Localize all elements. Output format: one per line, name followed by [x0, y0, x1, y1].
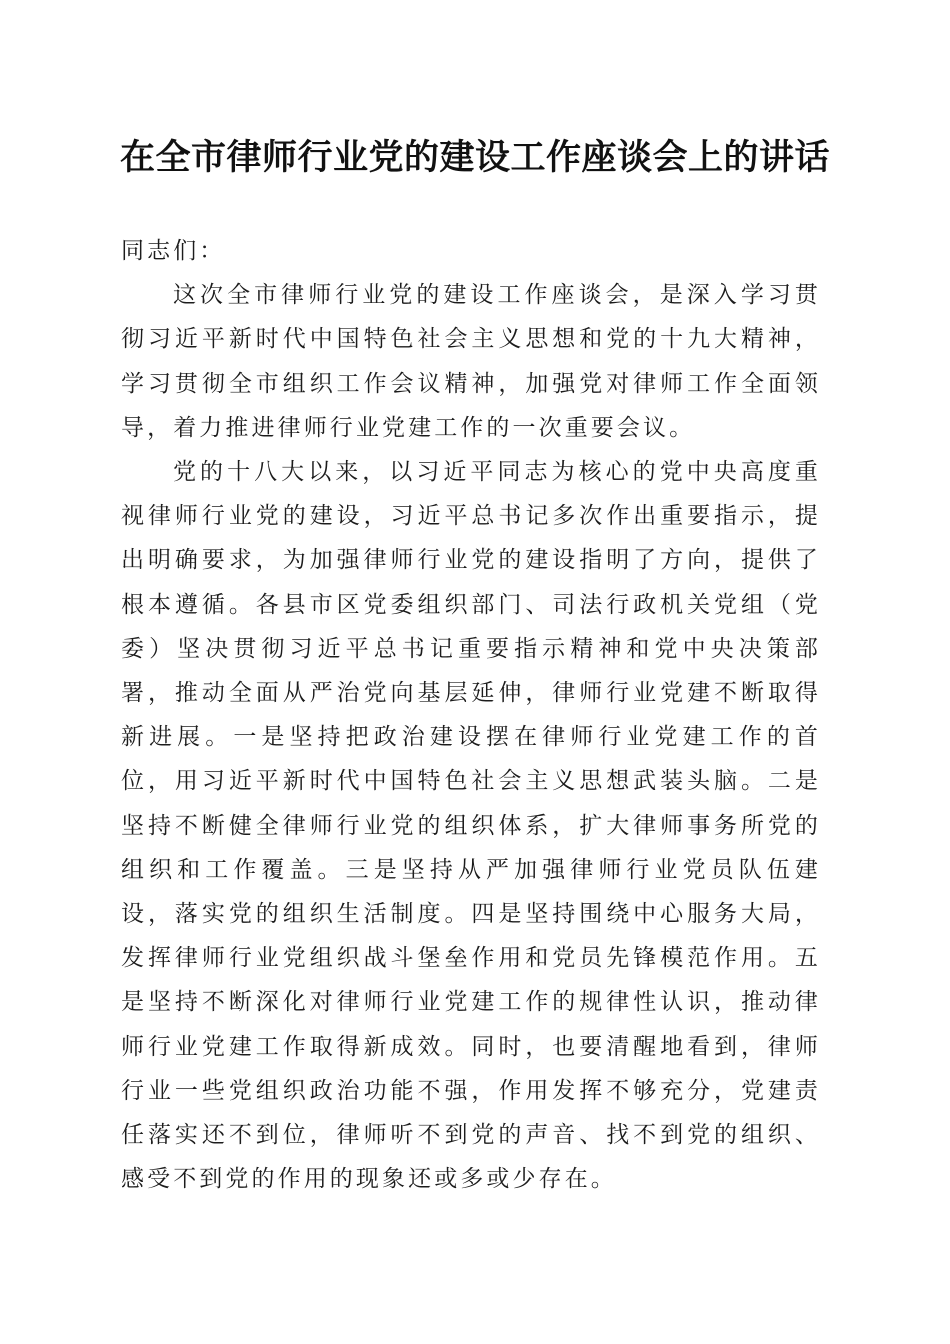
paragraph-2: 党的十八大以来，以习近平同志为核心的党中央高度重视律师行业党的建设，习近平总书记多次作出重要指示，提出明确要求，为加强律师行业党的建设指明了方向，提供了根本遵循。各县市区党委组织部门、司法行政机关党组（党委）坚决贯彻习近平总书记重要指示精神和党中央决策部署，推动全面从严治党向基层延伸，律师行业党建不断取得新进展。一是坚持把政治建设摆在律师行业党建工作的首位，用习近平新时代中国特色社会主义思想武装头脑。二是坚持不断健全律师行业党的组织体系，扩大律师事务所党的组织和工作覆盖。三是坚持从严加强律师行业党员队伍建设，落实党的组织生活制度。四是坚持围绕中心服务大局，发挥律师行业党组织战斗堡垒作用和党员先锋模范作用。五是坚持不断深化对律师行业党建工作的规律性认识，推动律师行业党建工作取得新成效。同时，也要清醒地看到，律师行业一些党组织政治功能不强，作用发挥不够充分，党建责任落实还不到位，律师听不到党的声音、找不到党的组织、感受不到党的作用的现象还或多或少存在。 — [121, 459, 821, 1193]
document-title: 在全市律师行业党的建设工作座谈会上的讲话 — [119, 137, 830, 178]
paragraph-1: 这次全市律师行业党的建设工作座谈会，是深入学习贯彻习近平新时代中国特色社会主义思想和党的十九大精神，学习贯彻全市组织工作会议精神，加强党对律师工作全面领导，着力推进律师行业党建工作的一次重要会议。 — [121, 282, 821, 441]
greeting: 同志们： — [121, 238, 226, 264]
document-body — [121, 229, 821, 1201]
